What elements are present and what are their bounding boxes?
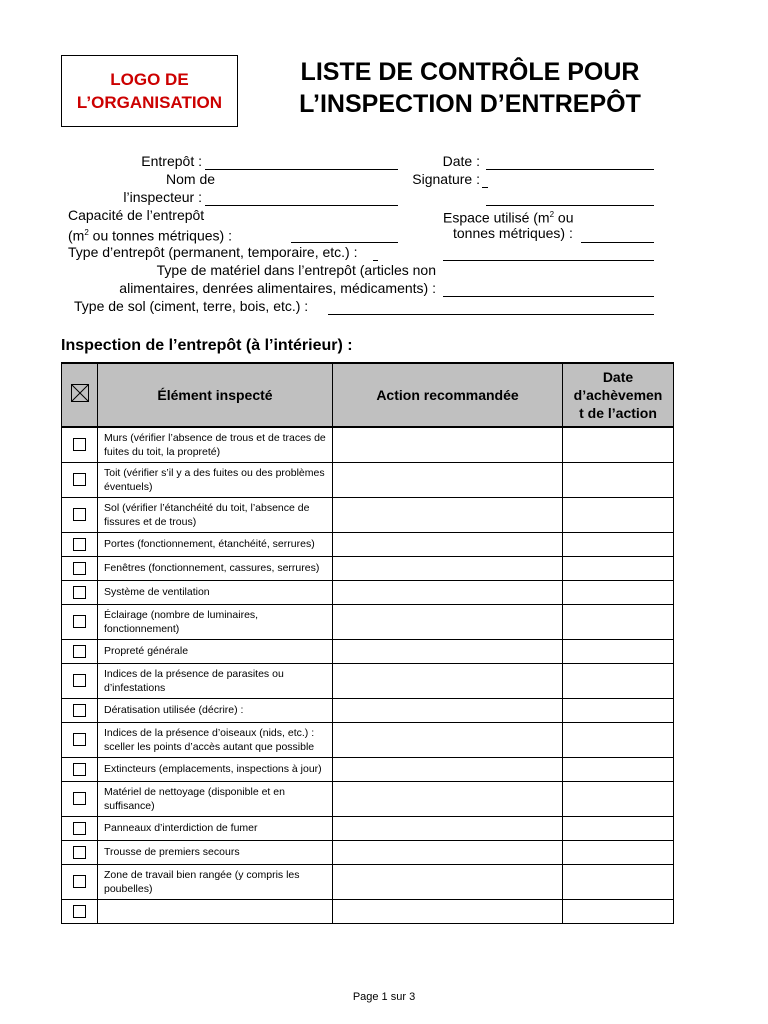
table-header-row: [62, 363, 674, 427]
row-checkbox-cell: [62, 639, 98, 663]
logo-line-2: L’ORGANISATION: [76, 93, 223, 112]
material-type-label-2: alimentaires, denrées alimentaires, médicaments) :: [119, 280, 436, 296]
row-checkbox[interactable]: [73, 438, 86, 451]
row-checkbox-cell: [62, 757, 98, 781]
table-row: [62, 663, 674, 698]
table-row: [62, 604, 674, 639]
table-row: [62, 639, 674, 663]
row-date-cell[interactable]: [563, 663, 674, 698]
row-checkbox-cell: [62, 816, 98, 840]
row-checkbox-cell: [62, 840, 98, 864]
row-action-cell[interactable]: [333, 604, 563, 639]
row-checkbox-cell: [62, 781, 98, 816]
row-checkbox[interactable]: [73, 645, 86, 658]
table-row: [62, 757, 674, 781]
row-checkbox[interactable]: [73, 562, 86, 575]
row-item-label: Murs (vérifier l’absence de trous et de traces de fuites du toit, la propreté): [98, 427, 333, 462]
warehouse-field[interactable]: [205, 169, 398, 170]
table-row: [62, 532, 674, 556]
table-row: [62, 556, 674, 580]
row-item-label: Propreté générale: [98, 639, 333, 663]
table-row: [62, 722, 674, 757]
row-checkbox[interactable]: [73, 674, 86, 687]
crossed-checkbox-icon: [71, 384, 89, 402]
row-action-cell[interactable]: [333, 532, 563, 556]
row-item-label: Trousse de premiers secours: [98, 840, 333, 864]
row-item-label: Panneaux d’interdiction de fumer: [98, 816, 333, 840]
floor-type-field[interactable]: [328, 314, 654, 315]
row-item-label: Extincteurs (emplacements, inspections à jour): [98, 757, 333, 781]
row-date-cell[interactable]: [563, 864, 674, 899]
inspection-table: [61, 362, 674, 924]
row-date-cell[interactable]: [563, 580, 674, 604]
row-checkbox-cell: [62, 462, 98, 497]
row-item-label: Indices de la présence de parasites ou d’infestations: [98, 663, 333, 698]
row-checkbox[interactable]: [73, 792, 86, 805]
row-checkbox-cell: [62, 497, 98, 532]
row-action-cell[interactable]: [333, 663, 563, 698]
row-action-cell[interactable]: [333, 816, 563, 840]
document-title: [250, 56, 690, 120]
used-space-field[interactable]: [581, 242, 654, 243]
row-action-cell[interactable]: [333, 556, 563, 580]
row-checkbox[interactable]: [73, 538, 86, 551]
material-type-label-1: Type de matériel dans l’entrepôt (articles non: [156, 262, 436, 278]
title-line-2: L’INSPECTION D’ENTREPÔT: [299, 90, 641, 118]
table-row: [62, 816, 674, 840]
row-checkbox[interactable]: [73, 586, 86, 599]
row-checkbox[interactable]: [73, 822, 86, 835]
capacity-label-1: Capacité de l’entrepôt: [68, 207, 205, 223]
used-space-label-2: tonnes métriques) :: [453, 225, 573, 241]
row-checkbox[interactable]: [73, 763, 86, 776]
table-row: [62, 698, 674, 722]
row-checkbox-cell: [62, 722, 98, 757]
row-action-cell[interactable]: [333, 427, 563, 462]
table-row: [62, 497, 674, 532]
row-date-cell[interactable]: [563, 639, 674, 663]
row-date-cell[interactable]: [563, 722, 674, 757]
row-date-cell[interactable]: [563, 532, 674, 556]
row-action-cell[interactable]: [333, 462, 563, 497]
row-action-cell[interactable]: [333, 497, 563, 532]
row-action-cell[interactable]: [333, 580, 563, 604]
row-checkbox-cell: [62, 864, 98, 899]
table-row: [62, 462, 674, 497]
row-date-cell[interactable]: [563, 816, 674, 840]
row-checkbox-cell: [62, 663, 98, 698]
row-item-label: Toit (vérifier s’il y a des fuites ou des problèmes éventuels): [98, 462, 333, 497]
warehouse-type-field[interactable]: [443, 260, 654, 261]
row-action-cell[interactable]: [333, 722, 563, 757]
row-item-label: Système de ventilation: [98, 580, 333, 604]
row-item-label: Sol (vérifier l’étanchéité du toit, l’absence de fissures et de trous): [98, 497, 333, 532]
inspector-name-label-1: Nom de: [166, 171, 216, 187]
row-checkbox-cell: [62, 556, 98, 580]
row-checkbox-cell: [62, 698, 98, 722]
table-row: [62, 899, 674, 923]
row-checkbox-cell: [62, 427, 98, 462]
header-completion-date: Date d’achèvemen t de l’action: [563, 363, 674, 427]
page-number: Page 1 sur 3: [352, 991, 416, 1003]
row-action-cell[interactable]: [333, 864, 563, 899]
title-line-1: LISTE DE CONTRÔLE POUR: [300, 58, 640, 86]
warehouse-type-label: Type d’entrepôt (permanent, temporaire, etc.) :: [68, 244, 358, 260]
table-row: [62, 580, 674, 604]
organisation-logo-placeholder: [61, 55, 238, 127]
row-action-cell[interactable]: [333, 840, 563, 864]
row-checkbox[interactable]: [73, 846, 86, 859]
table-row: [62, 864, 674, 899]
row-checkbox-cell: [62, 580, 98, 604]
table-row: [62, 427, 674, 462]
row-checkbox-cell: [62, 604, 98, 639]
row-date-cell[interactable]: [563, 757, 674, 781]
row-checkbox[interactable]: [73, 704, 86, 717]
used-space-label-1: Espace utilisé ($m^2$ ou: [443, 209, 574, 226]
row-date-cell[interactable]: [563, 427, 674, 462]
header-checkbox-cell: [62, 363, 98, 427]
material-type-field[interactable]: [443, 296, 654, 297]
row-item-label: Éclairage (nombre de luminaires, fonctionnement): [98, 604, 333, 639]
row-date-cell[interactable]: [563, 840, 674, 864]
date-field[interactable]: [486, 169, 654, 170]
row-item-label: Zone de travail bien rangée (y compris les poubelles): [98, 864, 333, 899]
row-item-label: Matériel de nettoyage (disponible et en suffisance): [98, 781, 333, 816]
signature-label: Signature :: [412, 171, 480, 187]
date-label: Date :: [442, 153, 480, 169]
row-checkbox-cell: [62, 899, 98, 923]
logo-line-1: LOGO DE: [110, 70, 189, 89]
header-element-inspected: Élément inspecté: [98, 363, 333, 427]
row-checkbox[interactable]: [73, 615, 86, 628]
row-date-cell[interactable]: [563, 497, 674, 532]
row-action-cell[interactable]: [333, 698, 563, 722]
capacity-label-2: ($m^2$ ou tonnes métriques) :: [68, 227, 232, 244]
row-checkbox[interactable]: [73, 473, 86, 486]
header-recommended-action: Action recommandée: [333, 363, 563, 427]
signature-field-start: [482, 187, 488, 188]
section-title: Inspection de l’entrepôt (à l’intérieur) :: [61, 337, 353, 354]
floor-type-label: Type de sol (ciment, terre, bois, etc.) :: [74, 298, 309, 314]
row-action-cell[interactable]: [333, 899, 563, 923]
row-date-cell[interactable]: [563, 604, 674, 639]
row-checkbox[interactable]: [73, 733, 86, 746]
row-action-cell[interactable]: [333, 639, 563, 663]
table-row: [62, 781, 674, 816]
row-item-label: Portes (fonctionnement, étanchéité, serrures): [98, 532, 333, 556]
row-item-label: Indices de la présence d’oiseaux (nids, etc.) : sceller les points d’accès autant que possible: [98, 722, 333, 757]
row-checkbox[interactable]: [73, 875, 86, 888]
row-date-cell[interactable]: [563, 899, 674, 923]
inspector-name-field[interactable]: [205, 205, 398, 206]
table-row: [62, 840, 674, 864]
row-date-cell[interactable]: [563, 556, 674, 580]
row-action-cell[interactable]: [333, 757, 563, 781]
row-checkbox[interactable]: [73, 905, 86, 918]
inspector-name-label-2: l’inspecteur :: [123, 189, 202, 205]
row-item-label: Dératisation utilisée (décrire) :: [98, 698, 333, 722]
row-item-label: Fenêtres (fonctionnement, cassures, serrures): [98, 556, 333, 580]
row-date-cell[interactable]: [563, 462, 674, 497]
warehouse-label: Entrepôt :: [141, 153, 202, 169]
row-date-cell[interactable]: [563, 698, 674, 722]
row-date-cell[interactable]: [563, 781, 674, 816]
row-item-label[interactable]: [98, 899, 333, 923]
row-action-cell[interactable]: [333, 781, 563, 816]
row-checkbox[interactable]: [73, 508, 86, 521]
row-checkbox-cell: [62, 532, 98, 556]
